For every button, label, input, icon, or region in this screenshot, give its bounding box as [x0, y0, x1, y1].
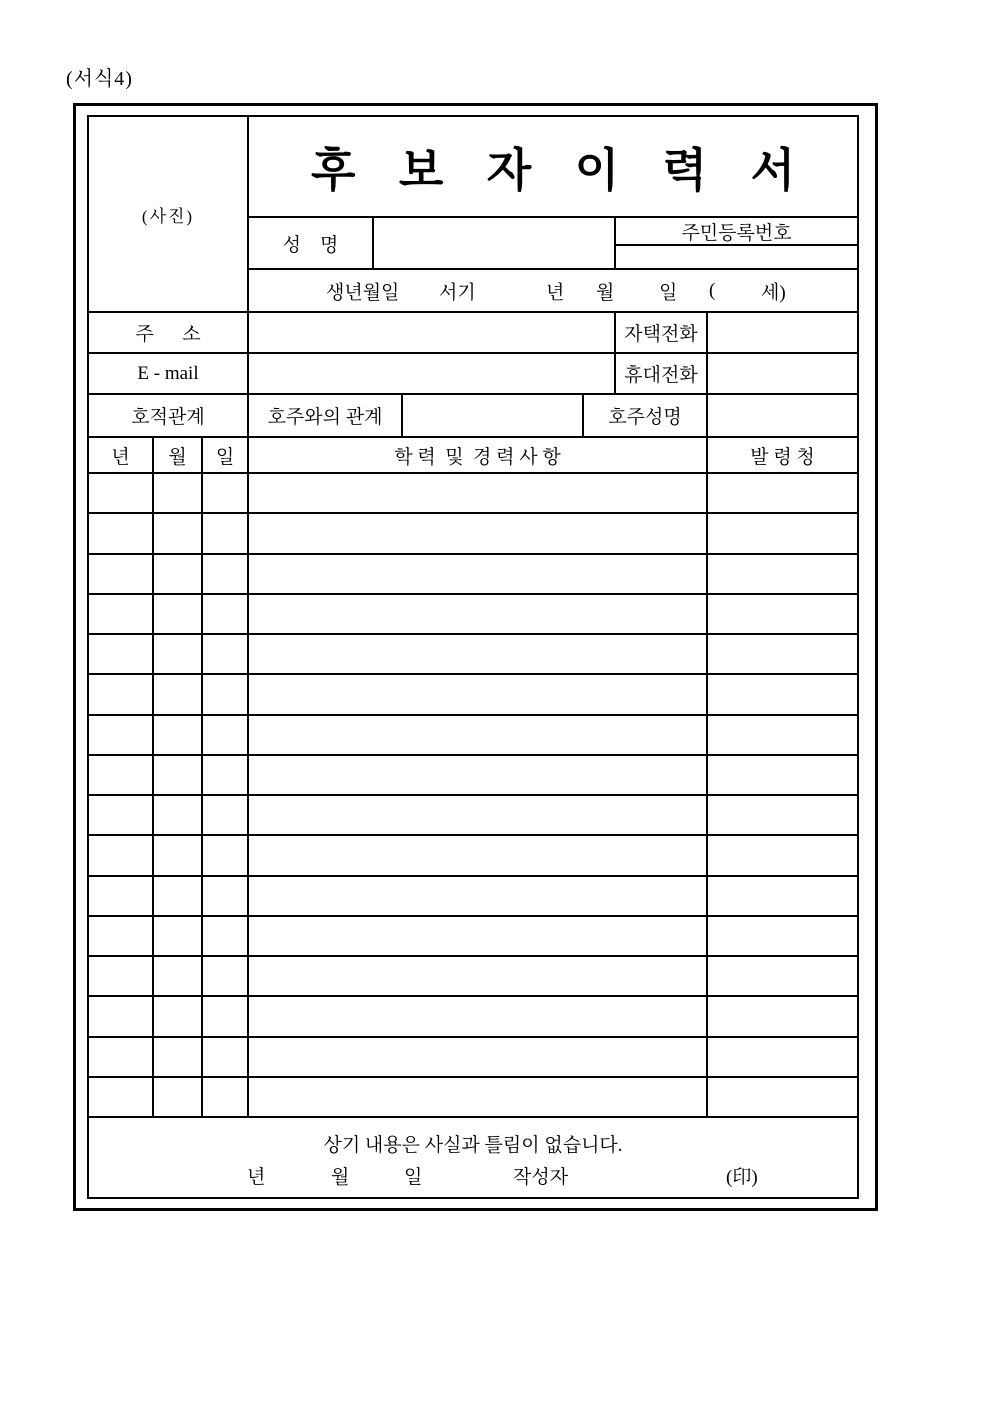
- householder-name-label: 호주성명: [583, 394, 707, 437]
- footer-month-label: 월: [331, 1167, 350, 1188]
- history-row-16-day-cell: [202, 1077, 248, 1117]
- history-row-8-month-cell: [153, 755, 202, 795]
- history-row-7-agency-cell: [707, 715, 858, 755]
- history-row-11-year-cell: [88, 876, 153, 916]
- history-row-14-history-cell: [248, 996, 707, 1036]
- history-row-7-day-cell: [202, 715, 248, 755]
- form-title: 후 보 자 이 력 서: [248, 116, 858, 217]
- footer-seal-mark: (印): [726, 1167, 758, 1188]
- history-row-13-day-cell: [202, 956, 248, 996]
- home-phone-value-cell: [707, 312, 858, 353]
- declaration-footer: [88, 1117, 858, 1198]
- history-row-2-day-cell: [202, 513, 248, 553]
- history-row-5-day-cell: [202, 634, 248, 674]
- history-row-14-year-cell: [88, 996, 153, 1036]
- email-value-cell: [248, 353, 615, 394]
- householder-name-value-cell: [707, 394, 858, 437]
- householder-relation-label: 호주와의 관계: [248, 394, 402, 437]
- history-row-11-day-cell: [202, 876, 248, 916]
- history-row-9-history-cell: [248, 795, 707, 835]
- history-row-4-year-cell: [88, 594, 153, 634]
- history-row-10-year-cell: [88, 835, 153, 875]
- birthdate-era-label: 서기: [439, 282, 476, 303]
- history-row-14-agency-cell: [707, 996, 858, 1036]
- birthdate-day-label: 일: [659, 282, 678, 303]
- resident-id-label: 주민등록번호: [615, 217, 858, 245]
- history-row-16-agency-cell: [707, 1077, 858, 1117]
- history-row-1-history-cell: [248, 473, 707, 513]
- history-row-12-day-cell: [202, 916, 248, 956]
- name-label: 성 명: [248, 217, 373, 269]
- history-row-8-history-cell: [248, 755, 707, 795]
- history-row-16-history-cell: [248, 1077, 707, 1117]
- birthdate-year-label: 년: [546, 282, 565, 303]
- history-row-16-year-cell: [88, 1077, 153, 1117]
- history-row-8-year-cell: [88, 755, 153, 795]
- history-row-10-agency-cell: [707, 835, 858, 875]
- birthdate-age-open-paren: (: [709, 279, 716, 301]
- history-row-8-agency-cell: [707, 755, 858, 795]
- birthdate-label: 생년월일: [326, 282, 400, 303]
- history-row-9-year-cell: [88, 795, 153, 835]
- history-row-2-year-cell: [88, 513, 153, 553]
- history-row-13-agency-cell: [707, 956, 858, 996]
- history-row-5-month-cell: [153, 634, 202, 674]
- history-row-6-history-cell: [248, 674, 707, 714]
- history-header-year: 년: [88, 437, 153, 473]
- history-row-5-agency-cell: [707, 634, 858, 674]
- mobile-phone-value-cell: [707, 353, 858, 394]
- history-row-13-history-cell: [248, 956, 707, 996]
- name-value-cell: [373, 217, 615, 269]
- history-row-6-year-cell: [88, 674, 153, 714]
- form-number-tag: (서식4): [66, 68, 133, 90]
- history-row-9-day-cell: [202, 795, 248, 835]
- footer-writer-label: 작성자: [513, 1167, 569, 1188]
- history-row-2-history-cell: [248, 513, 707, 553]
- history-row-14-day-cell: [202, 996, 248, 1036]
- history-row-1-month-cell: [153, 473, 202, 513]
- history-row-5-year-cell: [88, 634, 153, 674]
- history-row-15-history-cell: [248, 1037, 707, 1077]
- history-row-4-day-cell: [202, 594, 248, 634]
- birthdate-age-label: 세): [761, 282, 786, 303]
- history-row-7-year-cell: [88, 715, 153, 755]
- history-row-9-agency-cell: [707, 795, 858, 835]
- history-row-4-history-cell: [248, 594, 707, 634]
- history-row-2-month-cell: [153, 513, 202, 553]
- history-row-5-history-cell: [248, 634, 707, 674]
- history-row-1-agency-cell: [707, 473, 858, 513]
- history-row-12-history-cell: [248, 916, 707, 956]
- mobile-phone-label: 휴대전화: [615, 353, 707, 394]
- householder-relation-value-cell: [402, 394, 583, 437]
- resident-id-value-cell: [615, 245, 858, 269]
- history-header-day: 일: [202, 437, 248, 473]
- resume-form-table: [88, 116, 858, 1198]
- history-row-10-month-cell: [153, 835, 202, 875]
- history-row-1-day-cell: [202, 473, 248, 513]
- footer-day-label: 일: [404, 1167, 423, 1188]
- history-row-15-month-cell: [153, 1037, 202, 1077]
- declaration-date-line: [89, 1162, 857, 1186]
- history-row-10-day-cell: [202, 835, 248, 875]
- history-row-3-day-cell: [202, 554, 248, 594]
- history-row-12-month-cell: [153, 916, 202, 956]
- history-row-4-agency-cell: [707, 594, 858, 634]
- address-label: 주 소: [88, 312, 248, 353]
- history-row-12-year-cell: [88, 916, 153, 956]
- history-row-3-history-cell: [248, 554, 707, 594]
- history-header-history: 학 력 및 경 력 사 항: [248, 437, 707, 473]
- history-row-13-month-cell: [153, 956, 202, 996]
- history-row-1-year-cell: [88, 473, 153, 513]
- history-row-2-agency-cell: [707, 513, 858, 553]
- history-row-7-history-cell: [248, 715, 707, 755]
- history-header-month: 월: [153, 437, 202, 473]
- history-header-agency: 발 령 청: [707, 437, 858, 473]
- history-row-9-month-cell: [153, 795, 202, 835]
- history-row-11-history-cell: [248, 876, 707, 916]
- history-row-7-month-cell: [153, 715, 202, 755]
- footer-year-label: 년: [247, 1167, 266, 1188]
- history-row-15-agency-cell: [707, 1037, 858, 1077]
- history-row-12-agency-cell: [707, 916, 858, 956]
- declaration-statement: 상기 내용은 사실과 틀림이 없습니다.: [323, 1135, 623, 1156]
- birthdate-month-label: 월: [596, 282, 615, 303]
- history-row-6-agency-cell: [707, 674, 858, 714]
- photo-placeholder-cell: (사진): [88, 116, 248, 312]
- email-label: E - mail: [88, 353, 248, 394]
- birthdate-row: [248, 269, 858, 312]
- history-row-15-day-cell: [202, 1037, 248, 1077]
- history-row-6-day-cell: [202, 674, 248, 714]
- family-register-label: 호적관계: [88, 394, 248, 437]
- history-row-10-history-cell: [248, 835, 707, 875]
- history-row-6-month-cell: [153, 674, 202, 714]
- history-row-3-agency-cell: [707, 554, 858, 594]
- history-row-8-day-cell: [202, 755, 248, 795]
- address-value-cell: [248, 312, 615, 353]
- history-row-15-year-cell: [88, 1037, 153, 1077]
- history-row-14-month-cell: [153, 996, 202, 1036]
- home-phone-label: 자택전화: [615, 312, 707, 353]
- history-row-3-year-cell: [88, 554, 153, 594]
- history-row-16-month-cell: [153, 1077, 202, 1117]
- history-row-11-month-cell: [153, 876, 202, 916]
- history-row-3-month-cell: [153, 554, 202, 594]
- history-row-4-month-cell: [153, 594, 202, 634]
- history-row-11-agency-cell: [707, 876, 858, 916]
- history-row-13-year-cell: [88, 956, 153, 996]
